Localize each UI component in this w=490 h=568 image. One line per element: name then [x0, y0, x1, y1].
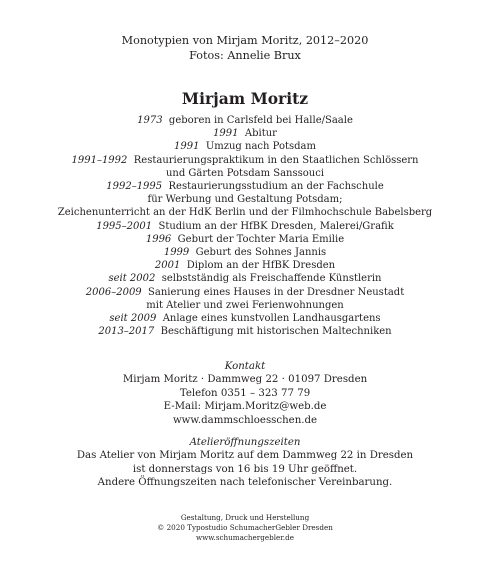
bio-entry [0, 127, 490, 140]
bio-entry [0, 193, 490, 206]
bio-year: 2001 [154, 260, 181, 272]
photo-credit: Fotos: Annelie Brux [189, 48, 301, 62]
bio-entry [0, 233, 490, 246]
opening-hours-line: ist donnerstags von 16 bis 19 Uhr geöffnet. [132, 463, 358, 475]
bio-entry [0, 220, 490, 233]
bio-year: seit 2002 [108, 273, 156, 285]
bio-year: 1992–1995 [106, 181, 163, 193]
bio-text: Anlage eines kunstvollen Landhausgartens [162, 313, 381, 325]
biography [0, 114, 490, 338]
bio-text: Sanierung eines Hauses in der Dresdner Neustadt [148, 286, 405, 298]
colophon [0, 513, 490, 543]
bio-text: Studium an der HfBK Dresden, Malerei/Grafik [158, 220, 394, 232]
bio-entry [0, 154, 490, 167]
bio-entry [0, 299, 490, 312]
bio-year: 1991–1992 [71, 154, 128, 166]
bio-entry [0, 167, 490, 180]
opening-hours-line: Andere Öffnungszeiten nach telefonischer Vereinbarung. [97, 477, 393, 489]
bio-text: Abitur [244, 128, 277, 140]
bio-year: 1995–2001 [96, 220, 153, 232]
bio-year: 1991 [213, 128, 239, 140]
bio-entry [0, 206, 490, 219]
bio-text: Zeichenunterricht an der HdK Berlin und der Filmhochschule Babelsberg [57, 207, 433, 219]
contact-address: Mirjam Moritz · Dammweg 22 · 01097 Dresden [122, 374, 368, 386]
contact-heading: Kontakt [224, 361, 266, 372]
bio-entry [0, 312, 490, 325]
contact-section [0, 360, 490, 427]
bio-entry [0, 246, 490, 259]
bio-year: 1991 [174, 141, 200, 153]
artist-name: Mirjam Moritz [181, 89, 309, 108]
contact-phone: Telefon 0351 – 323 77 79 [179, 387, 311, 399]
bio-entry [0, 259, 490, 272]
contact-website: www.dammschloesschen.de [172, 414, 318, 426]
bio-text: und Gärten Potsdam Sanssouci [165, 167, 325, 179]
bio-entry [0, 272, 490, 285]
bio-text: Restaurierungsstudium an der Fachschule [168, 181, 384, 193]
bio-text: Beschäftigung mit historischen Maltechniken [160, 326, 392, 338]
bio-entry [0, 286, 490, 299]
bio-entry [0, 180, 490, 193]
bio-year: 1973 [137, 115, 163, 126]
colophon-line: Gestaltung, Druck und Herstellung [180, 513, 310, 522]
bio-year: 2013–2017 [98, 326, 155, 338]
bio-entry [0, 114, 490, 127]
bio-text: Geburt der Tochter Maria Emilie [177, 233, 345, 245]
bio-text: Geburt des Sohnes Jannis [195, 247, 327, 259]
bio-text: selbstständig als Freischaffende Künstlerin [161, 273, 382, 285]
bio-text: geboren in Carlsfeld bei Halle/Saale [168, 115, 353, 126]
bio-text: mit Atelier und zwei Ferienwohnungen [146, 299, 344, 311]
bio-text: Diplom an der HfBK Dresden [186, 260, 336, 272]
bio-year: 1999 [163, 247, 190, 259]
colophon-line: © 2020 Typostudio SchumacherGebler Dresden [157, 523, 333, 532]
bio-text: Umzug nach Potsdam [205, 141, 316, 153]
bio-year: seit 2009 [109, 313, 157, 325]
bio-year: 1996 [145, 233, 172, 245]
bio-year: 2006–2009 [85, 286, 142, 298]
colophon-line: www.schumachergebler.de [195, 533, 295, 542]
opening-hours-heading: Atelieröffnungszeiten [189, 437, 301, 448]
bio-entry [0, 140, 490, 153]
bio-text: Restaurierungspraktikum in den Staatlichen Schlössern [133, 154, 419, 166]
opening-hours-line: Das Atelier von Mirjam Moritz auf dem Dammweg 22 in Dresden [76, 450, 414, 462]
bio-entry [0, 325, 490, 338]
publication-header [0, 34, 490, 63]
publication-title: Monotypien von Mirjam Moritz, 2012–2020 [121, 34, 369, 47]
contact-email: E-Mail: Mirjam.Moritz@web.de [163, 401, 327, 413]
bio-text: für Werbung und Gestaltung Potsdam; [147, 194, 343, 206]
opening-hours-section [0, 436, 490, 490]
